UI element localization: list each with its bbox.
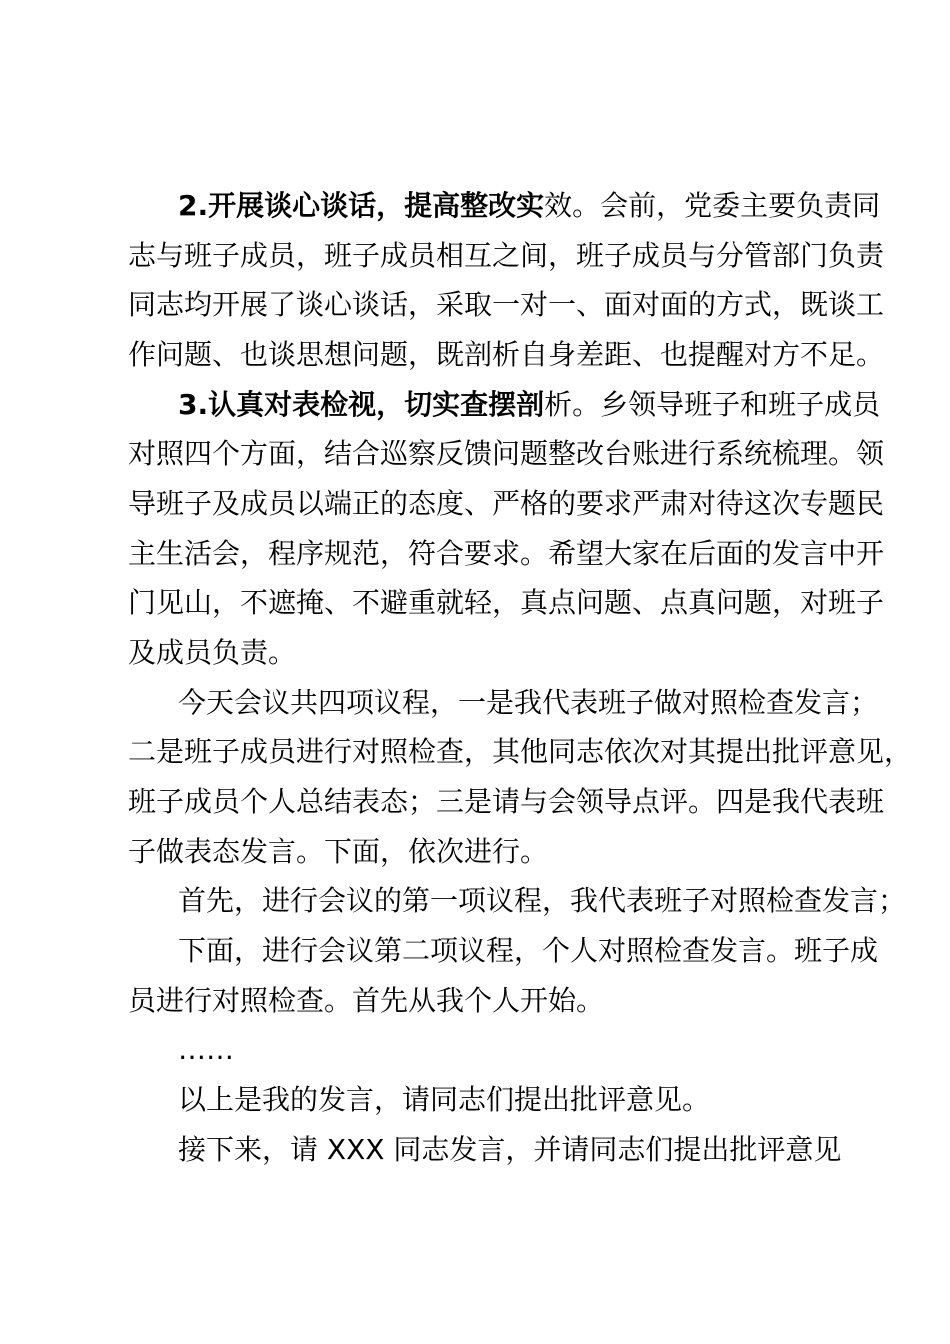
- paragraph-3-heading: 3.认真对表检视，切实查摆剖: [178, 388, 545, 421]
- paragraph-6-line-1: 下面，进行会议第二项议程，个人对照检查发言。班子成: [178, 934, 879, 967]
- paragraph-3-line-6: 及成员负责。: [128, 636, 297, 669]
- paragraph-3-line-2: 对照四个方面，结合巡察反馈问题整改台账进行系统梳理。领: [128, 437, 885, 470]
- paragraph-3-line-3: 导班子及成员以端正的态度、严格的要求严肃对待这次专题民: [128, 487, 885, 520]
- paragraph-4-line-3: 班子成员个人总结表态；三是请与会领导点评。四是我代表班: [128, 785, 885, 818]
- paragraph-3-line-1: [178, 389, 880, 421]
- paragraph-2-heading: 2.开展谈心谈话，提高整改实: [178, 189, 545, 222]
- paragraph-5-line-1: 首先，进行会议的第一项议程，我代表班子对照检查发言；: [178, 884, 907, 917]
- paragraph-2-line-1-text: 效。会前，党委主要负责同: [544, 189, 881, 222]
- paragraph-8-line-1: 以上是我的发言，请同志们提出批评意见。: [178, 1083, 711, 1116]
- paragraph-7-ellipsis: ……: [178, 1033, 234, 1066]
- paragraph-2-line-2: 志与班子成员，班子成员相互之间，班子成员与分管部门负责: [128, 239, 885, 272]
- paragraph-4-line-1: 今天会议共四项议程，一是我代表班子做对照检查发言；: [178, 686, 879, 719]
- paragraph-3-line-1-text: 析。乡领导班子和班子成员: [544, 388, 881, 421]
- paragraph-4-line-2: 二是班子成员进行对照检查，其他同志依次对其提出批评意见，: [128, 735, 913, 768]
- paragraph-6-line-2: 员进行对照检查。首先从我个人开始。: [128, 984, 605, 1017]
- paragraph-2-line-3: 同志均开展了谈心谈话，采取一对一、面对面的方式，既谈工: [128, 288, 885, 321]
- paragraph-2-line-4: 作问题、也谈思想问题，既剖析自身差距、也提醒对方不足。: [128, 338, 885, 371]
- paragraph-9-line-1: 接下来，请 XXX 同志发言，并请同志们提出批评意见: [178, 1133, 842, 1166]
- paragraph-2-line-1: [178, 190, 880, 222]
- paragraph-4-line-4: 子做表态发言。下面，依次进行。: [128, 835, 549, 868]
- paragraph-3-line-5: 门见山，不遮掩、不避重就轻，真点问题、点真问题，对班子: [128, 586, 885, 619]
- paragraph-3-line-4: 主生活会，程序规范，符合要求。希望大家在后面的发言中开: [128, 537, 885, 570]
